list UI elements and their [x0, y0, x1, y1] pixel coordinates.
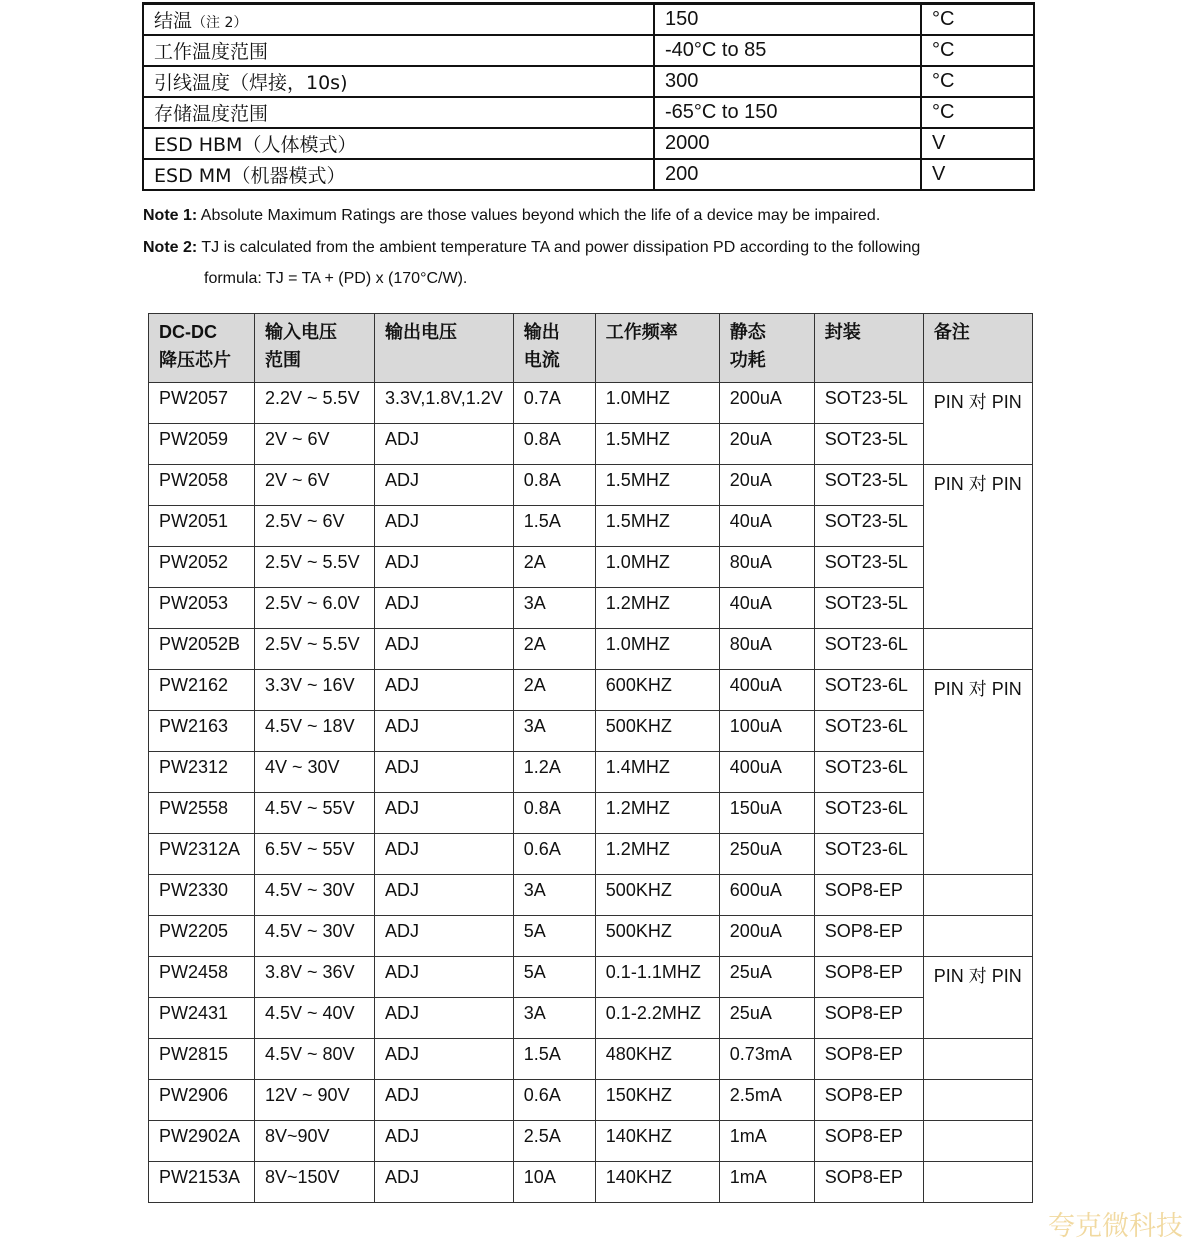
- table-row: [149, 588, 1033, 629]
- ratings-param: [143, 97, 654, 128]
- table-row: [149, 383, 1033, 424]
- table-row: [149, 834, 1033, 875]
- column-header: 静态 功耗: [719, 314, 814, 383]
- table-header-row: [149, 314, 1033, 383]
- remark-cell: PIN 对 PIN: [923, 670, 1032, 875]
- dcdc-buck-chip-table: [148, 313, 1033, 1203]
- frequency-cell: 500KHZ: [595, 875, 719, 916]
- frequency-cell: 500KHZ: [595, 711, 719, 752]
- ratings-value: 2000: [654, 128, 921, 159]
- frequency-cell: 1.0MHZ: [595, 383, 719, 424]
- output-current-cell: 10A: [513, 1162, 595, 1203]
- ratings-unit: °C: [921, 4, 1034, 36]
- remark-cell: [923, 1162, 1032, 1203]
- remark-cell: [923, 629, 1032, 670]
- chip-model-cell: PW2902A: [149, 1121, 255, 1162]
- ratings-param-text: ESD HBM（人体模式）: [154, 134, 357, 156]
- output-current-cell: 2A: [513, 629, 595, 670]
- input-voltage-cell: 4.5V ~ 55V: [255, 793, 375, 834]
- column-header: DC-DC 降压芯片: [149, 314, 255, 383]
- input-voltage-cell: 2.5V ~ 6.0V: [255, 588, 375, 629]
- output-current-cell: 3A: [513, 711, 595, 752]
- frequency-cell: 500KHZ: [595, 916, 719, 957]
- output-voltage-cell: ADJ: [375, 629, 514, 670]
- quiescent-current-cell: 20uA: [719, 465, 814, 506]
- table-row: [149, 1121, 1033, 1162]
- table-row: [149, 465, 1033, 506]
- input-voltage-cell: 4.5V ~ 18V: [255, 711, 375, 752]
- frequency-cell: 1.2MHZ: [595, 588, 719, 629]
- table-row: [149, 1080, 1033, 1121]
- chip-model-cell: PW2057: [149, 383, 255, 424]
- table-row: [149, 711, 1033, 752]
- output-current-cell: 0.8A: [513, 793, 595, 834]
- table-row: [149, 1162, 1033, 1203]
- chip-model-cell: PW2312A: [149, 834, 255, 875]
- ratings-param-text: 引线温度（焊接，10s): [154, 72, 348, 94]
- package-cell: SOP8-EP: [814, 1039, 923, 1080]
- package-cell: SOT23-5L: [814, 506, 923, 547]
- ratings-param: [143, 159, 654, 190]
- frequency-cell: 140KHZ: [595, 1121, 719, 1162]
- column-header: 备注: [923, 314, 1032, 383]
- package-cell: SOT23-5L: [814, 547, 923, 588]
- table-row: [149, 793, 1033, 834]
- output-voltage-cell: ADJ: [375, 1080, 514, 1121]
- output-voltage-cell: 3.3V,1.8V,1.2V: [375, 383, 514, 424]
- chip-model-cell: PW2558: [149, 793, 255, 834]
- ratings-param: [143, 4, 654, 36]
- output-voltage-cell: ADJ: [375, 916, 514, 957]
- column-header: 工作频率: [595, 314, 719, 383]
- output-current-cell: 3A: [513, 588, 595, 629]
- quiescent-current-cell: 40uA: [719, 506, 814, 547]
- package-cell: SOP8-EP: [814, 998, 923, 1039]
- table-row: [149, 875, 1033, 916]
- chip-model-cell: PW2431: [149, 998, 255, 1039]
- package-cell: SOT23-5L: [814, 588, 923, 629]
- output-voltage-cell: ADJ: [375, 998, 514, 1039]
- package-cell: SOP8-EP: [814, 1121, 923, 1162]
- table-row: [149, 1039, 1033, 1080]
- package-cell: SOT23-6L: [814, 629, 923, 670]
- ratings-row: [143, 97, 1034, 128]
- output-voltage-cell: ADJ: [375, 834, 514, 875]
- package-cell: SOT23-5L: [814, 383, 923, 424]
- table-row: [149, 424, 1033, 465]
- table-row: [149, 547, 1033, 588]
- chip-model-cell: PW2815: [149, 1039, 255, 1080]
- output-current-cell: 0.7A: [513, 383, 595, 424]
- note-1-text: Absolute Maximum Ratings are those values beyond which the life of a device may be impaired.: [197, 207, 881, 224]
- ratings-row: [143, 4, 1034, 36]
- output-voltage-cell: ADJ: [375, 1121, 514, 1162]
- table-row: [149, 670, 1033, 711]
- chip-model-cell: PW2312: [149, 752, 255, 793]
- ratings-param: [143, 66, 654, 97]
- quiescent-current-cell: 25uA: [719, 957, 814, 998]
- chip-model-cell: PW2162: [149, 670, 255, 711]
- input-voltage-cell: 2.5V ~ 5.5V: [255, 547, 375, 588]
- ratings-row: [143, 159, 1034, 190]
- output-current-cell: 1.2A: [513, 752, 595, 793]
- table-row: [149, 506, 1033, 547]
- ratings-unit: V: [921, 128, 1034, 159]
- quiescent-current-cell: 400uA: [719, 670, 814, 711]
- input-voltage-cell: 4.5V ~ 80V: [255, 1039, 375, 1080]
- table-row: [149, 916, 1033, 957]
- frequency-cell: 140KHZ: [595, 1162, 719, 1203]
- output-current-cell: 2.5A: [513, 1121, 595, 1162]
- quiescent-current-cell: 100uA: [719, 711, 814, 752]
- package-cell: SOP8-EP: [814, 1080, 923, 1121]
- quiescent-current-cell: 150uA: [719, 793, 814, 834]
- output-current-cell: 2A: [513, 670, 595, 711]
- output-current-cell: 5A: [513, 916, 595, 957]
- frequency-cell: 0.1-2.2MHZ: [595, 998, 719, 1039]
- frequency-cell: 1.5MHZ: [595, 465, 719, 506]
- output-current-cell: 0.8A: [513, 465, 595, 506]
- ratings-value: 300: [654, 66, 921, 97]
- output-current-cell: 1.5A: [513, 506, 595, 547]
- chip-model-cell: PW2059: [149, 424, 255, 465]
- input-voltage-cell: 2.5V ~ 5.5V: [255, 629, 375, 670]
- frequency-cell: 1.4MHZ: [595, 752, 719, 793]
- output-voltage-cell: ADJ: [375, 506, 514, 547]
- input-voltage-cell: 4V ~ 30V: [255, 752, 375, 793]
- ratings-param-text: 结温: [154, 10, 193, 32]
- output-current-cell: 5A: [513, 957, 595, 998]
- ratings-param-text: ESD MM（机器模式）: [154, 165, 346, 187]
- output-voltage-cell: ADJ: [375, 547, 514, 588]
- quiescent-current-cell: 25uA: [719, 998, 814, 1039]
- ratings-unit: °C: [921, 35, 1034, 66]
- input-voltage-cell: 2V ~ 6V: [255, 465, 375, 506]
- output-voltage-cell: ADJ: [375, 588, 514, 629]
- quiescent-current-cell: 2.5mA: [719, 1080, 814, 1121]
- input-voltage-cell: 4.5V ~ 30V: [255, 916, 375, 957]
- remark-cell: [923, 916, 1032, 957]
- quiescent-current-cell: 400uA: [719, 752, 814, 793]
- ratings-value: 200: [654, 159, 921, 190]
- output-voltage-cell: ADJ: [375, 424, 514, 465]
- remark-cell: [923, 875, 1032, 916]
- output-current-cell: 0.8A: [513, 424, 595, 465]
- chip-model-cell: PW2330: [149, 875, 255, 916]
- output-current-cell: 3A: [513, 998, 595, 1039]
- quiescent-current-cell: 80uA: [719, 629, 814, 670]
- ratings-param: [143, 35, 654, 66]
- ratings-param: [143, 128, 654, 159]
- quiescent-current-cell: 80uA: [719, 547, 814, 588]
- frequency-cell: 150KHZ: [595, 1080, 719, 1121]
- quiescent-current-cell: 600uA: [719, 875, 814, 916]
- frequency-cell: 1.5MHZ: [595, 506, 719, 547]
- column-header: 输入电压 范围: [255, 314, 375, 383]
- note-2: [143, 238, 1033, 258]
- remark-cell: PIN 对 PIN: [923, 465, 1032, 629]
- chip-model-cell: PW2051: [149, 506, 255, 547]
- table-row: [149, 629, 1033, 670]
- output-voltage-cell: ADJ: [375, 711, 514, 752]
- output-voltage-cell: ADJ: [375, 752, 514, 793]
- chip-model-cell: PW2205: [149, 916, 255, 957]
- remark-cell: PIN 对 PIN: [923, 383, 1032, 465]
- remark-cell: [923, 1121, 1032, 1162]
- output-current-cell: 1.5A: [513, 1039, 595, 1080]
- column-header: 封装: [814, 314, 923, 383]
- input-voltage-cell: 3.8V ~ 36V: [255, 957, 375, 998]
- ratings-unit: °C: [921, 66, 1034, 97]
- chip-model-cell: PW2458: [149, 957, 255, 998]
- ratings-param-text: 工作温度范围: [154, 41, 269, 63]
- output-voltage-cell: ADJ: [375, 875, 514, 916]
- input-voltage-cell: 12V ~ 90V: [255, 1080, 375, 1121]
- ratings-param-footnote: （注 2）: [192, 15, 248, 31]
- chip-model-cell: PW2906: [149, 1080, 255, 1121]
- package-cell: SOP8-EP: [814, 1162, 923, 1203]
- package-cell: SOT23-6L: [814, 834, 923, 875]
- chip-model-cell: PW2163: [149, 711, 255, 752]
- note-2-label: Note 2:: [143, 239, 198, 256]
- quiescent-current-cell: 20uA: [719, 424, 814, 465]
- quiescent-current-cell: 0.73mA: [719, 1039, 814, 1080]
- table-row: [149, 998, 1033, 1039]
- frequency-cell: 0.1-1.1MHZ: [595, 957, 719, 998]
- input-voltage-cell: 8V~150V: [255, 1162, 375, 1203]
- chip-model-cell: PW2052: [149, 547, 255, 588]
- input-voltage-cell: 4.5V ~ 40V: [255, 998, 375, 1039]
- output-voltage-cell: ADJ: [375, 1162, 514, 1203]
- package-cell: SOT23-6L: [814, 711, 923, 752]
- note-1-label: Note 1:: [143, 207, 198, 224]
- ratings-value: -40°C to 85: [654, 35, 921, 66]
- ratings-value: -65°C to 150: [654, 97, 921, 128]
- quiescent-current-cell: 1mA: [719, 1121, 814, 1162]
- note-2-text: TJ is calculated from the ambient temperature TA and power dissipation PD according to the following: [197, 239, 921, 256]
- quiescent-current-cell: 200uA: [719, 916, 814, 957]
- package-cell: SOT23-5L: [814, 424, 923, 465]
- remark-cell: [923, 1080, 1032, 1121]
- remark-cell: [923, 1039, 1032, 1080]
- chip-model-cell: PW2153A: [149, 1162, 255, 1203]
- input-voltage-cell: 2.5V ~ 6V: [255, 506, 375, 547]
- quiescent-current-cell: 40uA: [719, 588, 814, 629]
- package-cell: SOP8-EP: [814, 916, 923, 957]
- output-current-cell: 0.6A: [513, 834, 595, 875]
- chip-model-cell: PW2052B: [149, 629, 255, 670]
- chip-model-cell: PW2058: [149, 465, 255, 506]
- output-voltage-cell: ADJ: [375, 957, 514, 998]
- column-header: 输出 电流: [513, 314, 595, 383]
- frequency-cell: 1.2MHZ: [595, 834, 719, 875]
- ratings-row: [143, 128, 1034, 159]
- frequency-cell: 1.2MHZ: [595, 793, 719, 834]
- watermark: 夸克微科技: [1048, 1211, 1183, 1242]
- ratings-unit: °C: [921, 97, 1034, 128]
- table-row: [149, 957, 1033, 998]
- frequency-cell: 480KHZ: [595, 1039, 719, 1080]
- input-voltage-cell: 2.2V ~ 5.5V: [255, 383, 375, 424]
- package-cell: SOT23-6L: [814, 670, 923, 711]
- ratings-row: [143, 35, 1034, 66]
- note-1: [143, 206, 1033, 226]
- remark-cell: PIN 对 PIN: [923, 957, 1032, 1039]
- ratings-param-text: 存储温度范围: [154, 103, 269, 125]
- package-cell: SOT23-5L: [814, 465, 923, 506]
- output-voltage-cell: ADJ: [375, 465, 514, 506]
- output-current-cell: 2A: [513, 547, 595, 588]
- quiescent-current-cell: 250uA: [719, 834, 814, 875]
- input-voltage-cell: 6.5V ~ 55V: [255, 834, 375, 875]
- table-row: [149, 752, 1033, 793]
- chip-model-cell: PW2053: [149, 588, 255, 629]
- ratings-unit: V: [921, 159, 1034, 190]
- frequency-cell: 1.0MHZ: [595, 629, 719, 670]
- package-cell: SOT23-6L: [814, 752, 923, 793]
- output-current-cell: 3A: [513, 875, 595, 916]
- note-2-formula: formula: TJ = TA + (PD) x (170°C/W).: [204, 270, 468, 287]
- quiescent-current-cell: 1mA: [719, 1162, 814, 1203]
- output-voltage-cell: ADJ: [375, 1039, 514, 1080]
- input-voltage-cell: 4.5V ~ 30V: [255, 875, 375, 916]
- quiescent-current-cell: 200uA: [719, 383, 814, 424]
- output-current-cell: 0.6A: [513, 1080, 595, 1121]
- frequency-cell: 600KHZ: [595, 670, 719, 711]
- input-voltage-cell: 2V ~ 6V: [255, 424, 375, 465]
- frequency-cell: 1.5MHZ: [595, 424, 719, 465]
- ratings-row: [143, 66, 1034, 97]
- input-voltage-cell: 8V~90V: [255, 1121, 375, 1162]
- ratings-value: 150: [654, 4, 921, 36]
- input-voltage-cell: 3.3V ~ 16V: [255, 670, 375, 711]
- output-voltage-cell: ADJ: [375, 670, 514, 711]
- absolute-max-ratings-table: [142, 2, 1035, 191]
- frequency-cell: 1.0MHZ: [595, 547, 719, 588]
- package-cell: SOP8-EP: [814, 957, 923, 998]
- package-cell: SOT23-6L: [814, 793, 923, 834]
- package-cell: SOP8-EP: [814, 875, 923, 916]
- column-header: 输出电压: [375, 314, 514, 383]
- output-voltage-cell: ADJ: [375, 793, 514, 834]
